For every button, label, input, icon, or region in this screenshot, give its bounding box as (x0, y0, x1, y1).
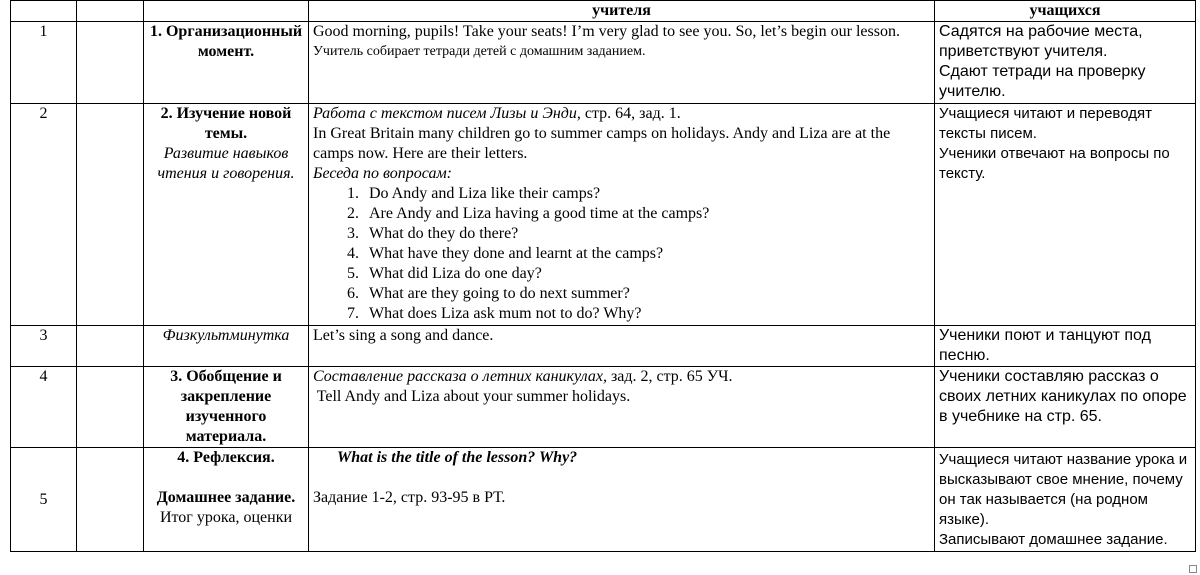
student-text: Садятся на рабочие места, приветствуют учителя. (939, 23, 1143, 60)
stage-title-2: Домашнее задание. (156, 489, 296, 506)
student-text: Учащиеся читают название урока и высказывают свое мнение, почему он так называется (на родном языке). (939, 451, 1188, 528)
stage-title: 1. Организационный момент. (149, 23, 303, 60)
teacher-cell (309, 448, 935, 552)
task-ref: стр. 64, зад. 1. (580, 105, 681, 122)
stage-cell (144, 448, 309, 552)
student-text: Ученики составляю рассказ о своих летних каникулах по опоре в учебнике на стр. 65. (939, 368, 1187, 425)
empty-cell (77, 326, 144, 367)
table-row (11, 448, 1196, 552)
students-cell (935, 326, 1196, 367)
stage-title: 2. Изучение новой темы. (160, 105, 292, 142)
teacher-note: Учитель собирает тетради детей с домашним заданием. (313, 44, 646, 59)
stage-plain: Итог урока, оценки (159, 509, 293, 526)
row-number: 4 (11, 367, 77, 448)
students-cell (935, 22, 1196, 104)
homework-text: Задание 1-2, стр. 93-95 в РТ. (313, 489, 506, 506)
student-text: Ученики поют и танцуют под песню. (939, 327, 1151, 364)
students-cell (935, 448, 1196, 552)
list-item: 5. What did Liza do one day? (363, 264, 930, 284)
table-row (11, 104, 1196, 326)
header-students: учащихся (935, 1, 1196, 22)
header-stage-cell (144, 1, 309, 22)
list-item: 1. Do Andy and Liza like their camps? (363, 184, 930, 204)
stage-subtitle: Физкультминутка (162, 327, 290, 344)
stage-subtitle: Развитие навыков чтения и говорения. (157, 145, 295, 182)
stage-cell (144, 104, 309, 326)
table-row (11, 22, 1196, 104)
empty-cell (77, 448, 144, 552)
student-text: Ученики отвечают на вопросы по тексту. (939, 145, 1170, 182)
lesson-plan-table (10, 0, 1196, 552)
teacher-cell (309, 367, 935, 448)
empty-cell (77, 22, 144, 104)
teacher-text: Tell Andy and Liza about your summer holidays. (313, 388, 631, 405)
teacher-cell (309, 22, 935, 104)
task-title: Составление рассказа о летних каникулах, (313, 368, 607, 385)
task-ref: зад. 2, стр. 65 УЧ. (606, 368, 733, 385)
teacher-text: Let’s sing a song and dance. (313, 327, 494, 344)
teacher-text: In Great Britain many children go to summer camps on holidays. Andy and Liza are at the camps now. Here are their letters. (313, 125, 891, 162)
list-item: 6. What are they going to do next summer? (363, 284, 930, 304)
table-resize-handle[interactable] (1189, 565, 1197, 573)
reflection-question: What is the title of the lesson? Why? (337, 449, 578, 466)
list-item: 3. What do they do there? (363, 224, 930, 244)
discussion-label: Беседа по вопросам: (313, 165, 452, 182)
teacher-cell (309, 104, 935, 326)
header-row (11, 1, 1196, 22)
stage-title: 3. Обобщение и закрепление изученного материала. (170, 368, 282, 445)
stage-title: 4. Рефлексия. (177, 449, 275, 466)
stage-cell (144, 22, 309, 104)
empty-cell (77, 367, 144, 448)
header-empty-cell (77, 1, 144, 22)
row-number: 5 (11, 448, 77, 552)
row-number: 2 (11, 104, 77, 326)
row-number: 3 (11, 326, 77, 367)
students-cell (935, 104, 1196, 326)
header-num-cell (11, 1, 77, 22)
header-teacher: учителя (309, 1, 935, 22)
empty-cell (77, 104, 144, 326)
task-title: Работа с текстом писем Лизы и Энди, (313, 105, 581, 122)
row-number: 1 (11, 22, 77, 104)
students-cell (935, 367, 1196, 448)
student-text: Учащиеся читают и переводят тексты писем. (939, 105, 1152, 142)
list-item: 4. What have they done and learnt at the camps? (363, 244, 930, 264)
stage-cell (144, 367, 309, 448)
stage-cell (144, 326, 309, 367)
list-item: 7. What does Liza ask mum not to do? Why? (363, 304, 930, 324)
question-list (313, 184, 930, 324)
table-row (11, 367, 1196, 448)
student-text: Записывают домашнее задание. (939, 531, 1168, 548)
table-row (11, 326, 1196, 367)
teacher-text: Good morning, pupils! Take your seats! I’m very glad to see you. So, let’s begin our lesson. (313, 23, 900, 40)
student-text: Сдают тетради на проверку учителю. (939, 63, 1146, 100)
list-item: 2. Are Andy and Liza having a good time at the camps? (363, 204, 930, 224)
teacher-cell (309, 326, 935, 367)
